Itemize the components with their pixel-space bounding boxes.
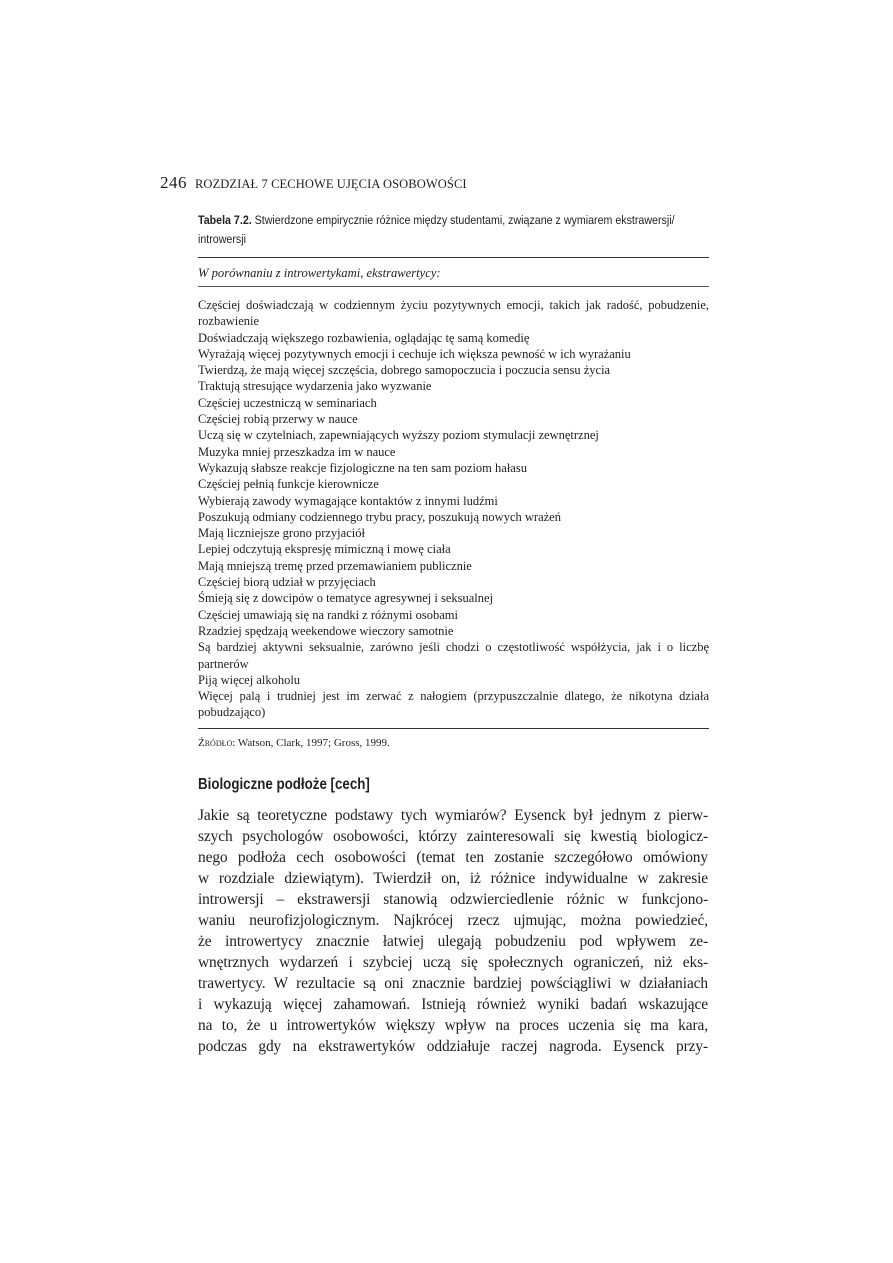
chapter-header: ROZDZIAŁ 7 CECHOWE UJĘCIA OSOBOWOŚCI [195,177,467,191]
body-line: introwersji – ekstrawersji stanowią odzwierciedlenie różnic w funkcjono- [198,891,708,908]
page-number: 246 [160,173,187,192]
body-line: Jakie są teoretyczne podstawy tych wymiarów? Eysenck był jednym z pierw- [198,807,708,824]
body-line: i wykazują więcej zahamowań. Istnieją również wyniki badań wskazujące [198,996,708,1013]
table-row: Częściej doświadczają w codziennym życiu pozytywnych emocji, takich jak radość, pobudzenie, rozbawienie [198,298,709,329]
table-caption [198,211,709,249]
table-row: Częściej robią przerwy w nauce [198,412,358,427]
body-paragraph [198,805,708,1057]
body-line: podczas gdy na ekstrawertyków oddziałuje raczej nagroda. Eysenck przy- [198,1038,708,1055]
table-row: Mają liczniejsze grono przyjaciół [198,526,365,541]
body-line: na to, że u introwertyków większy wpływ na proces uczenia się ma kara, [198,1017,708,1034]
table-source-label: Źródło: [198,736,236,749]
table-source [198,729,709,750]
table-row: Traktują stresujące wydarzenia jako wyzwanie [198,379,432,394]
table-row: Wykazują słabsze reakcje fizjologiczne na ten sam poziom hałasu [198,460,527,475]
body-line: w rozdziale dziewiątym). Twierdził on, iż różnice indywidualne w zakresie [198,870,708,887]
table-row: Więcej palą i trudniej jest im zerwać z nałogiem (przypuszczalnie dlatego, że nikotyna działa pobudzająco) [198,689,709,720]
table-row: Częściej biorą udział w przyjęciach [198,575,376,590]
table-source-text: Watson, Clark, 1997; Gross, 1999. [235,736,390,749]
table-rows [198,297,709,721]
table-row: Twierdzą, że mają więcej szczęścia, dobrego samopoczucia i poczucia sensu życia [198,363,611,378]
table-row: Częściej uczestniczą w seminariach [198,395,377,410]
body-line: wnętrznych wydarzeń i szybciej uczą się społecznych ograniczeń, niż eks- [198,954,708,971]
body-line: że introwertycy znacznie łatwiej ulegają pobudzeniu pod wpływem ze- [198,933,708,950]
table-row: Doświadczają większego rozbawienia, oglądając tę samą komedię [198,330,530,345]
table-row: Mają mniejszą tremę przed przemawianiem publicznie [198,558,472,573]
table-row: Są bardziej aktywni seksualnie, zarówno jeśli chodzi o częstotliwość współżycia, jak i o liczbę partnerów [198,640,709,671]
body-line: nego podłoża cech osobowości (temat ten zostanie szczegółowo omówiony [198,849,708,866]
table-7-2 [198,211,709,750]
table-row: Muzyka mniej przeszkadza im w nauce [198,444,396,459]
table-row: Piją więcej alkoholu [198,672,301,687]
table-row: Częściej pełnią funkcje kierownicze [198,477,379,492]
table-row: Poszukują odmiany codziennego trybu pracy, poszukują nowych wrażeń [198,509,561,524]
table-caption-text: Stwierdzone empirycznie różnice między studentami, związane z wymiarem ekstrawersji/ introwersji [198,213,675,246]
table-row: Uczą się w czytelniach, zapewniających wyższy poziom stymulacji zewnętrznej [198,428,599,443]
running-head [160,173,467,193]
body-line: szych psychologów osobowości, którzy zainteresowali się kwestią biologicz- [198,828,708,845]
table-caption-label: Tabela 7.2. [198,213,252,227]
table-row: Częściej umawiają się na randki z różnymi osobami [198,607,458,622]
table-heading: W porównaniu z introwertykami, ekstrawertycy: [198,266,441,280]
table-row: Lepiej odczytują ekspresję mimiczną i mowę ciała [198,542,451,557]
table-heading-rule [198,286,709,287]
body-line: trawertycy. W rezultacie są oni znacznie bardziej powściągliwi w działaniach [198,975,708,992]
table-row: Rzadziej spędzają weekendowe wieczory samotnie [198,623,454,638]
body-line: waniu neurofizjologicznym. Najkrócej rzecz ujmując, można powiedzieć, [198,912,708,929]
table-row: Wyrażają więcej pozytywnych emocji i cechuje ich większa pewność w ich wyrażaniu [198,346,631,361]
table-row: Śmieją się z dowcipów o tematyce agresywnej i seksualnej [198,591,494,606]
table-row: Wybierają zawody wymagające kontaktów z innymi ludźmi [198,493,498,508]
section-heading: Biologiczne podłoże [cech] [198,776,370,793]
